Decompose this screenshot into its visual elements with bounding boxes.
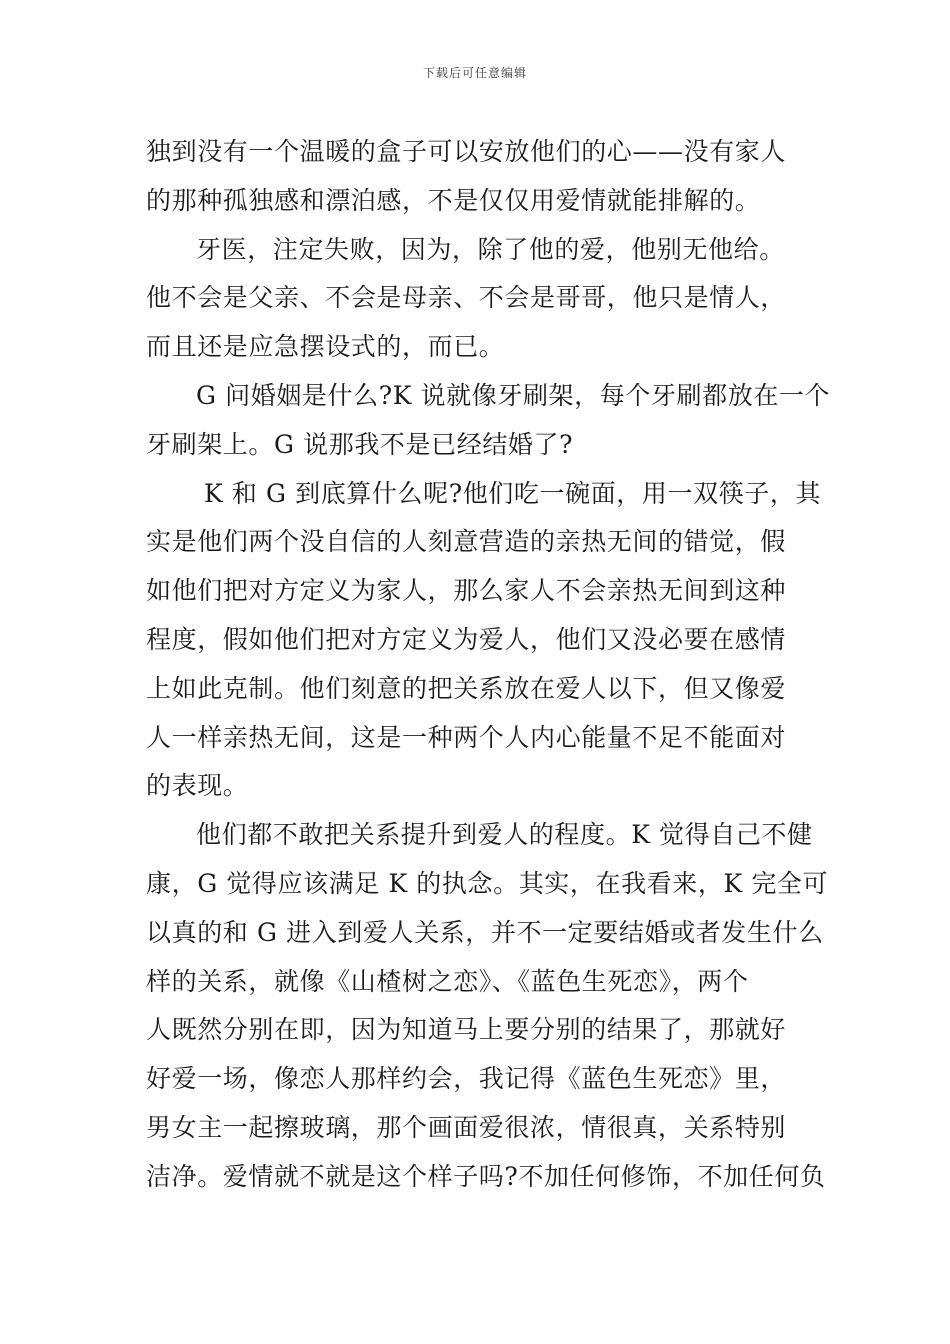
text-line: 牙刷架上。G 说那我不是已经结婚了?	[146, 429, 574, 459]
text-line: 而且还是应急摆设式的，而已。	[146, 332, 505, 362]
paragraph-first-line: K 和 G 到底算什么呢?他们吃一碗面，用一双筷子，其	[204, 478, 822, 508]
text-line: 的表现。	[146, 771, 249, 801]
text-line: 独到没有一个温暖的盒子可以安放他们的心——没有家人	[146, 137, 787, 166]
text-line: 男女主一起擦玻璃，那个画面爱很浓，情很真，关系特别	[146, 1112, 787, 1142]
paragraph-first-line: 牙医，注定失败，因为，除了他的爱，他别无他给。	[196, 234, 785, 264]
text-line: 洁净。爱情就不就是这个样子吗?不加任何修饰，不加任何负	[146, 1161, 826, 1191]
text-line: 好爱一场，像恋人那样约会，我记得《蓝色生死恋》里，	[146, 1064, 787, 1094]
text-line: 上如此克制。他们刻意的把关系放在爱人以下，但又像爱	[146, 673, 787, 703]
text-line: 的那种孤独感和漂泊感，不是仅仅用爱情就能排解的。	[146, 185, 761, 215]
text-line: 康，G 觉得应该满足 K 的执念。其实，在我看来，K 完全可	[146, 868, 829, 898]
text-line: 人一样亲热无间，这是一种两个人内心能量不足不能面对	[146, 722, 787, 752]
paragraph-first-line: 他们都不敢把关系提升到爱人的程度。K 觉得自己不健	[196, 820, 813, 850]
body-text	[146, 128, 831, 1202]
page-header: 下载后可任意编辑	[422, 66, 527, 80]
text-line: 如他们把对方定义为家人，那么家人不会亲热无间到这种	[146, 576, 787, 606]
text-line: 样的关系，就像《山楂树之恋》、《蓝色生死恋》，两个	[146, 966, 749, 996]
text-line: 实是他们两个没自信的人刻意营造的亲热无间的错觉，假	[146, 527, 787, 557]
text-line: 人既然分别在即，因为知道马上要分别的结果了，那就好	[146, 1015, 787, 1045]
text-line: 他不会是父亲、不会是母亲、不会是哥哥，他只是情人，	[146, 283, 787, 313]
paragraph-first-line: G 问婚姻是什么?K 说就像牙刷架，每个牙刷都放在一个	[196, 380, 831, 410]
text-line: 以真的和 G 进入到爱人关系，并不一定要结婚或者发生什么	[146, 917, 824, 947]
text-line: 程度，假如他们把对方定义为爱人，他们又没必要在感情	[146, 624, 787, 654]
